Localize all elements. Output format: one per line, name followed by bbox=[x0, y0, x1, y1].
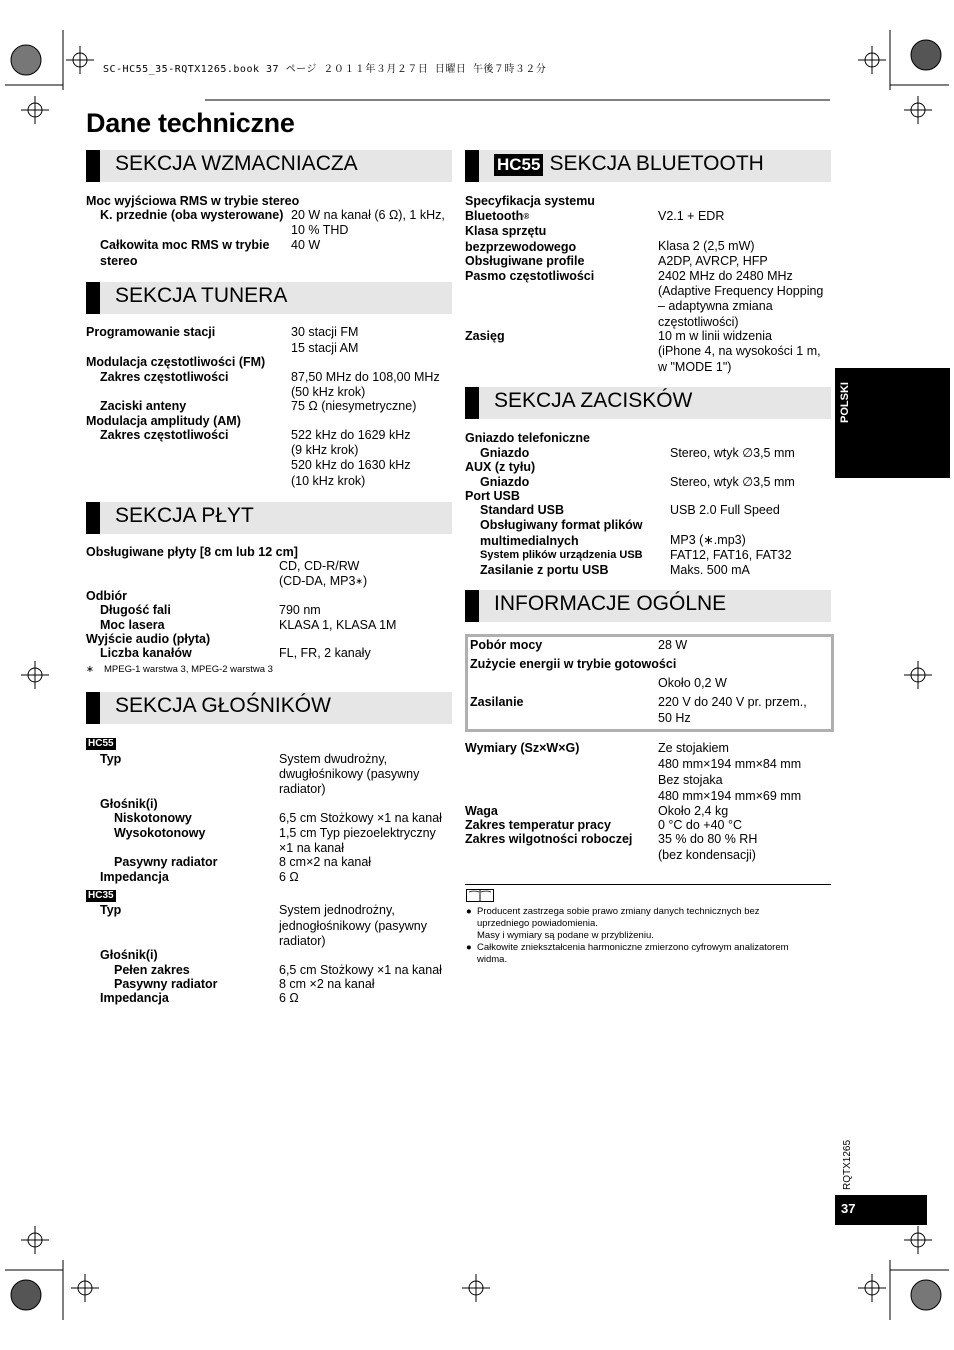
spec-value: radiator) bbox=[279, 782, 326, 796]
spec-value: 0 °C do +40 °C bbox=[658, 818, 743, 832]
general-section-header bbox=[465, 590, 831, 622]
spec-label: Obsługiwane profile bbox=[465, 254, 585, 268]
spec-value: 520 kHz do 1630 kHz bbox=[291, 458, 411, 472]
spec-value-text: (CD-DA, MP3 bbox=[279, 574, 356, 588]
spec-value: 28 W bbox=[658, 638, 688, 652]
spec-label: Zakres wilgotności roboczej bbox=[465, 832, 633, 846]
spec-value: (bez kondensacji) bbox=[658, 848, 756, 862]
spec-label: Głośnik(i) bbox=[100, 948, 158, 962]
notes-divider bbox=[465, 884, 831, 885]
spec-value: 35 % do 80 % RH bbox=[658, 832, 758, 846]
spec-value: Stereo, wtyk ∅3,5 mm bbox=[670, 446, 795, 460]
spec-label: Zakres częstotliwości bbox=[100, 370, 229, 384]
bluetooth-section-header bbox=[465, 150, 831, 182]
disc-section-header bbox=[86, 502, 452, 534]
spec-label: Wysokotonowy bbox=[114, 826, 206, 840]
document-code: RQTX1265 bbox=[842, 1139, 853, 1190]
spec-value: 6,5 cm Stożkowy ×1 na kanał bbox=[279, 963, 442, 977]
spec-value: (Adaptive Frequency Hopping bbox=[658, 284, 824, 298]
spec-label: Obsługiwany format plików bbox=[480, 518, 643, 532]
spec-value: 1,5 cm Typ piezoelektryczny bbox=[279, 826, 436, 840]
spec-label: Gniazdo bbox=[480, 475, 530, 489]
spec-label: Typ bbox=[100, 752, 122, 766]
spec-value: V2.1 + EDR bbox=[658, 209, 725, 223]
page-number-box bbox=[835, 1195, 927, 1225]
note-text: widma. bbox=[477, 954, 508, 965]
spec-label: Zasilanie bbox=[470, 695, 524, 709]
spec-value: 6 Ω bbox=[279, 870, 299, 884]
spec-label: Zasilanie z portu USB bbox=[480, 563, 609, 577]
note-text: Całkowite zniekształcenia harmoniczne zmierzono cyfrowym analizatorem bbox=[477, 942, 789, 953]
spec-value: (iPhone 4, na wysokości 1 m, bbox=[658, 344, 821, 358]
spec-label: Zasięg bbox=[465, 329, 505, 343]
spec-value: 30 stacji FM bbox=[291, 325, 359, 339]
spec-label: Odbiór bbox=[86, 589, 127, 603]
spec-value: USB 2.0 Full Speed bbox=[670, 503, 780, 517]
spec-label: K. przednie (oba wysterowane) bbox=[100, 208, 284, 222]
spec-value: 8 cm ×2 na kanał bbox=[279, 977, 375, 991]
spec-label: Zakres częstotliwości bbox=[100, 428, 229, 442]
registered-mark: ® bbox=[523, 212, 530, 221]
spec-value: MP3 (∗.mp3) bbox=[670, 533, 746, 547]
spec-value: (10 kHz krok) bbox=[291, 474, 366, 488]
spec-label: System plików urządzenia USB bbox=[480, 549, 643, 561]
note-text: uprzedniego powiadomienia. bbox=[477, 918, 598, 929]
spec-label: Gniazdo telefoniczne bbox=[465, 431, 591, 445]
spec-label: Głośnik(i) bbox=[100, 797, 158, 811]
terminal-section-title: SEKCJA ZACISKÓW bbox=[494, 389, 693, 412]
footnote: MPEG-1 warstwa 3, MPEG-2 warstwa 3 bbox=[104, 664, 273, 675]
spec-value: 480 mm×194 mm×69 mm bbox=[658, 789, 802, 803]
spec-label: Niskotonowy bbox=[114, 811, 192, 825]
model-badge-hc35: HC35 bbox=[88, 890, 114, 901]
spec-label: Gniazdo bbox=[480, 446, 530, 460]
speaker-section-title: SEKCJA GŁOŚNIKÓW bbox=[115, 694, 331, 717]
spec-label: Programowanie stacji bbox=[86, 325, 216, 339]
footnote-mark: ∗ bbox=[355, 576, 363, 586]
spec-label: Całkowita moc RMS w trybie bbox=[100, 238, 270, 252]
spec-value: 522 kHz do 1629 kHz bbox=[291, 428, 411, 442]
spec-value: 10 % THD bbox=[291, 223, 349, 237]
spec-value: jednogłośnikowy (pasywny bbox=[279, 919, 427, 933]
spec-label: Pasywny radiator bbox=[114, 855, 218, 869]
spec-label-text: Bluetooth bbox=[465, 209, 524, 223]
spec-label: Moc lasera bbox=[100, 618, 165, 632]
bluetooth-section-title: SEKCJA BLUETOOTH bbox=[549, 152, 764, 175]
spec-value: – adaptywna zmiana bbox=[658, 299, 773, 313]
spec-value: ×1 na kanał bbox=[279, 841, 344, 855]
spec-label: Liczba kanałów bbox=[100, 646, 192, 660]
spec-value: dwugłośnikowy (pasywny bbox=[279, 767, 420, 781]
spec-value: System dwudrożny, bbox=[279, 752, 388, 766]
language-tab-label: POLSKI bbox=[839, 382, 851, 423]
spec-value: Około 0,2 W bbox=[658, 676, 727, 690]
tuner-section-title: SEKCJA TUNERA bbox=[115, 284, 288, 307]
spec-label: Typ bbox=[100, 903, 122, 917]
tuner-section-header bbox=[86, 282, 452, 314]
spec-label: Klasa sprzętu bbox=[465, 224, 547, 238]
spec-label: Zakres temperatur pracy bbox=[465, 818, 611, 832]
spec-value: 2402 MHz do 2480 MHz bbox=[658, 269, 793, 283]
spec-value: Stereo, wtyk ∅3,5 mm bbox=[670, 475, 795, 489]
spec-value: 10 m w linii widzenia bbox=[658, 329, 772, 343]
spec-label: Obsługiwane płyty [8 cm lub 12 cm] bbox=[86, 545, 298, 559]
page-title: Dane techniczne bbox=[86, 108, 295, 138]
footnote-mark: ∗ bbox=[86, 664, 94, 675]
model-badge-hc55: HC55 bbox=[88, 738, 114, 749]
spec-label: Wymiary (Sz×W×G) bbox=[465, 741, 580, 755]
spec-label: Port USB bbox=[465, 489, 520, 503]
disc-section-title: SEKCJA PŁYT bbox=[115, 504, 254, 527]
spec-label: Modulacja częstotliwości (FM) bbox=[86, 355, 266, 369]
spec-value: Maks. 500 mA bbox=[670, 563, 750, 577]
note-text: Producent zastrzega sobie prawo zmiany danych technicznych bez bbox=[477, 906, 760, 917]
spec-value: 6,5 cm Stożkowy ×1 na kanał bbox=[279, 811, 442, 825]
spec-value: Około 2,4 kg bbox=[658, 804, 729, 818]
spec-label: AUX (z tyłu) bbox=[465, 460, 536, 474]
terminal-section-header bbox=[465, 387, 831, 419]
spec-label: Impedancja bbox=[100, 870, 169, 884]
spec-value: CD, CD-R/RW bbox=[279, 559, 360, 573]
spec-value: 20 W na kanał (6 Ω), 1 kHz, bbox=[291, 208, 445, 222]
spec-label: Pasmo częstotliwości bbox=[465, 269, 595, 283]
spec-label: stereo bbox=[100, 254, 138, 268]
spec-value: częstotliwości) bbox=[658, 315, 739, 329]
spec-value: 87,50 MHz do 108,00 MHz bbox=[291, 370, 440, 384]
spec-label: Zaciski anteny bbox=[100, 399, 187, 413]
spec-label: Modulacja amplitudy (AM) bbox=[86, 414, 241, 428]
spec-value: A2DP, AVRCP, HFP bbox=[658, 254, 768, 268]
spec-value-text: ) bbox=[362, 574, 368, 588]
model-badge-hc55: HC55 bbox=[494, 154, 543, 176]
print-header: SC-HC55_35-RQTX1265.book 37 ページ ２０１１年３月２７日 日曜日 午後７時３２分 bbox=[103, 64, 547, 75]
general-section-title: INFORMACJE OGÓLNE bbox=[494, 592, 727, 615]
spec-value: Ze stojakiem bbox=[658, 741, 729, 755]
spec-label: Zużycie energii w trybie gotowości bbox=[470, 657, 677, 671]
spec-value: System jednodrożny, bbox=[279, 903, 395, 917]
page-number: 37 bbox=[841, 1201, 856, 1216]
spec-label: Specyfikacja systemu bbox=[465, 194, 595, 208]
spec-label: Pobór mocy bbox=[470, 638, 543, 652]
bullet: ● bbox=[466, 942, 472, 953]
spec-label: multimedialnych bbox=[480, 534, 579, 548]
spec-value: w "MODE 1") bbox=[658, 360, 732, 374]
spec-value: Klasa 2 (2,5 mW) bbox=[658, 239, 755, 253]
spec-label: Waga bbox=[465, 804, 498, 818]
spec-value: 50 Hz bbox=[658, 711, 691, 725]
spec-label: Moc wyjściowa RMS w trybie stereo bbox=[86, 194, 300, 208]
speaker-section-header bbox=[86, 692, 452, 724]
note-text: Masy i wymiary są podane w przybliżeniu. bbox=[477, 930, 654, 941]
spec-value: KLASA 1, KLASA 1M bbox=[279, 618, 397, 632]
book-icon bbox=[466, 889, 494, 902]
spec-label: Wyjście audio (płyta) bbox=[86, 632, 211, 646]
bluetooth-section-title-wrap bbox=[494, 152, 764, 176]
spec-value: 6 Ω bbox=[279, 991, 299, 1005]
spec-value: 220 V do 240 V pr. przem., bbox=[658, 695, 807, 709]
spec-label: Pełen zakres bbox=[114, 963, 190, 977]
amp-section-header bbox=[86, 150, 452, 182]
spec-value: (50 kHz krok) bbox=[291, 385, 366, 399]
spec-value: (9 kHz krok) bbox=[291, 443, 359, 457]
spec-value: 40 W bbox=[291, 238, 321, 252]
spec-label: bezprzewodowego bbox=[465, 240, 577, 254]
spec-value: 75 Ω (niesymetryczne) bbox=[291, 399, 417, 413]
spec-label: Impedancja bbox=[100, 991, 169, 1005]
spec-label: Długość fali bbox=[100, 603, 171, 617]
amp-section-title: SEKCJA WZMACNIACZA bbox=[115, 152, 358, 175]
spec-value bbox=[279, 574, 367, 589]
spec-value: 8 cm×2 na kanał bbox=[279, 855, 372, 869]
spec-value: FAT12, FAT16, FAT32 bbox=[670, 548, 792, 562]
spec-label: Pasywny radiator bbox=[114, 977, 218, 991]
spec-value: 790 nm bbox=[279, 603, 321, 617]
bullet: ● bbox=[466, 906, 472, 917]
spec-value: 15 stacji AM bbox=[291, 341, 359, 355]
spec-value: Bez stojaka bbox=[658, 773, 723, 787]
spec-value: 480 mm×194 mm×84 mm bbox=[658, 757, 802, 771]
spec-label: Standard USB bbox=[480, 503, 565, 517]
spec-value: FL, FR, 2 kanały bbox=[279, 646, 371, 660]
spec-value: radiator) bbox=[279, 934, 326, 948]
spec-label bbox=[465, 209, 529, 224]
language-tab bbox=[835, 368, 950, 478]
